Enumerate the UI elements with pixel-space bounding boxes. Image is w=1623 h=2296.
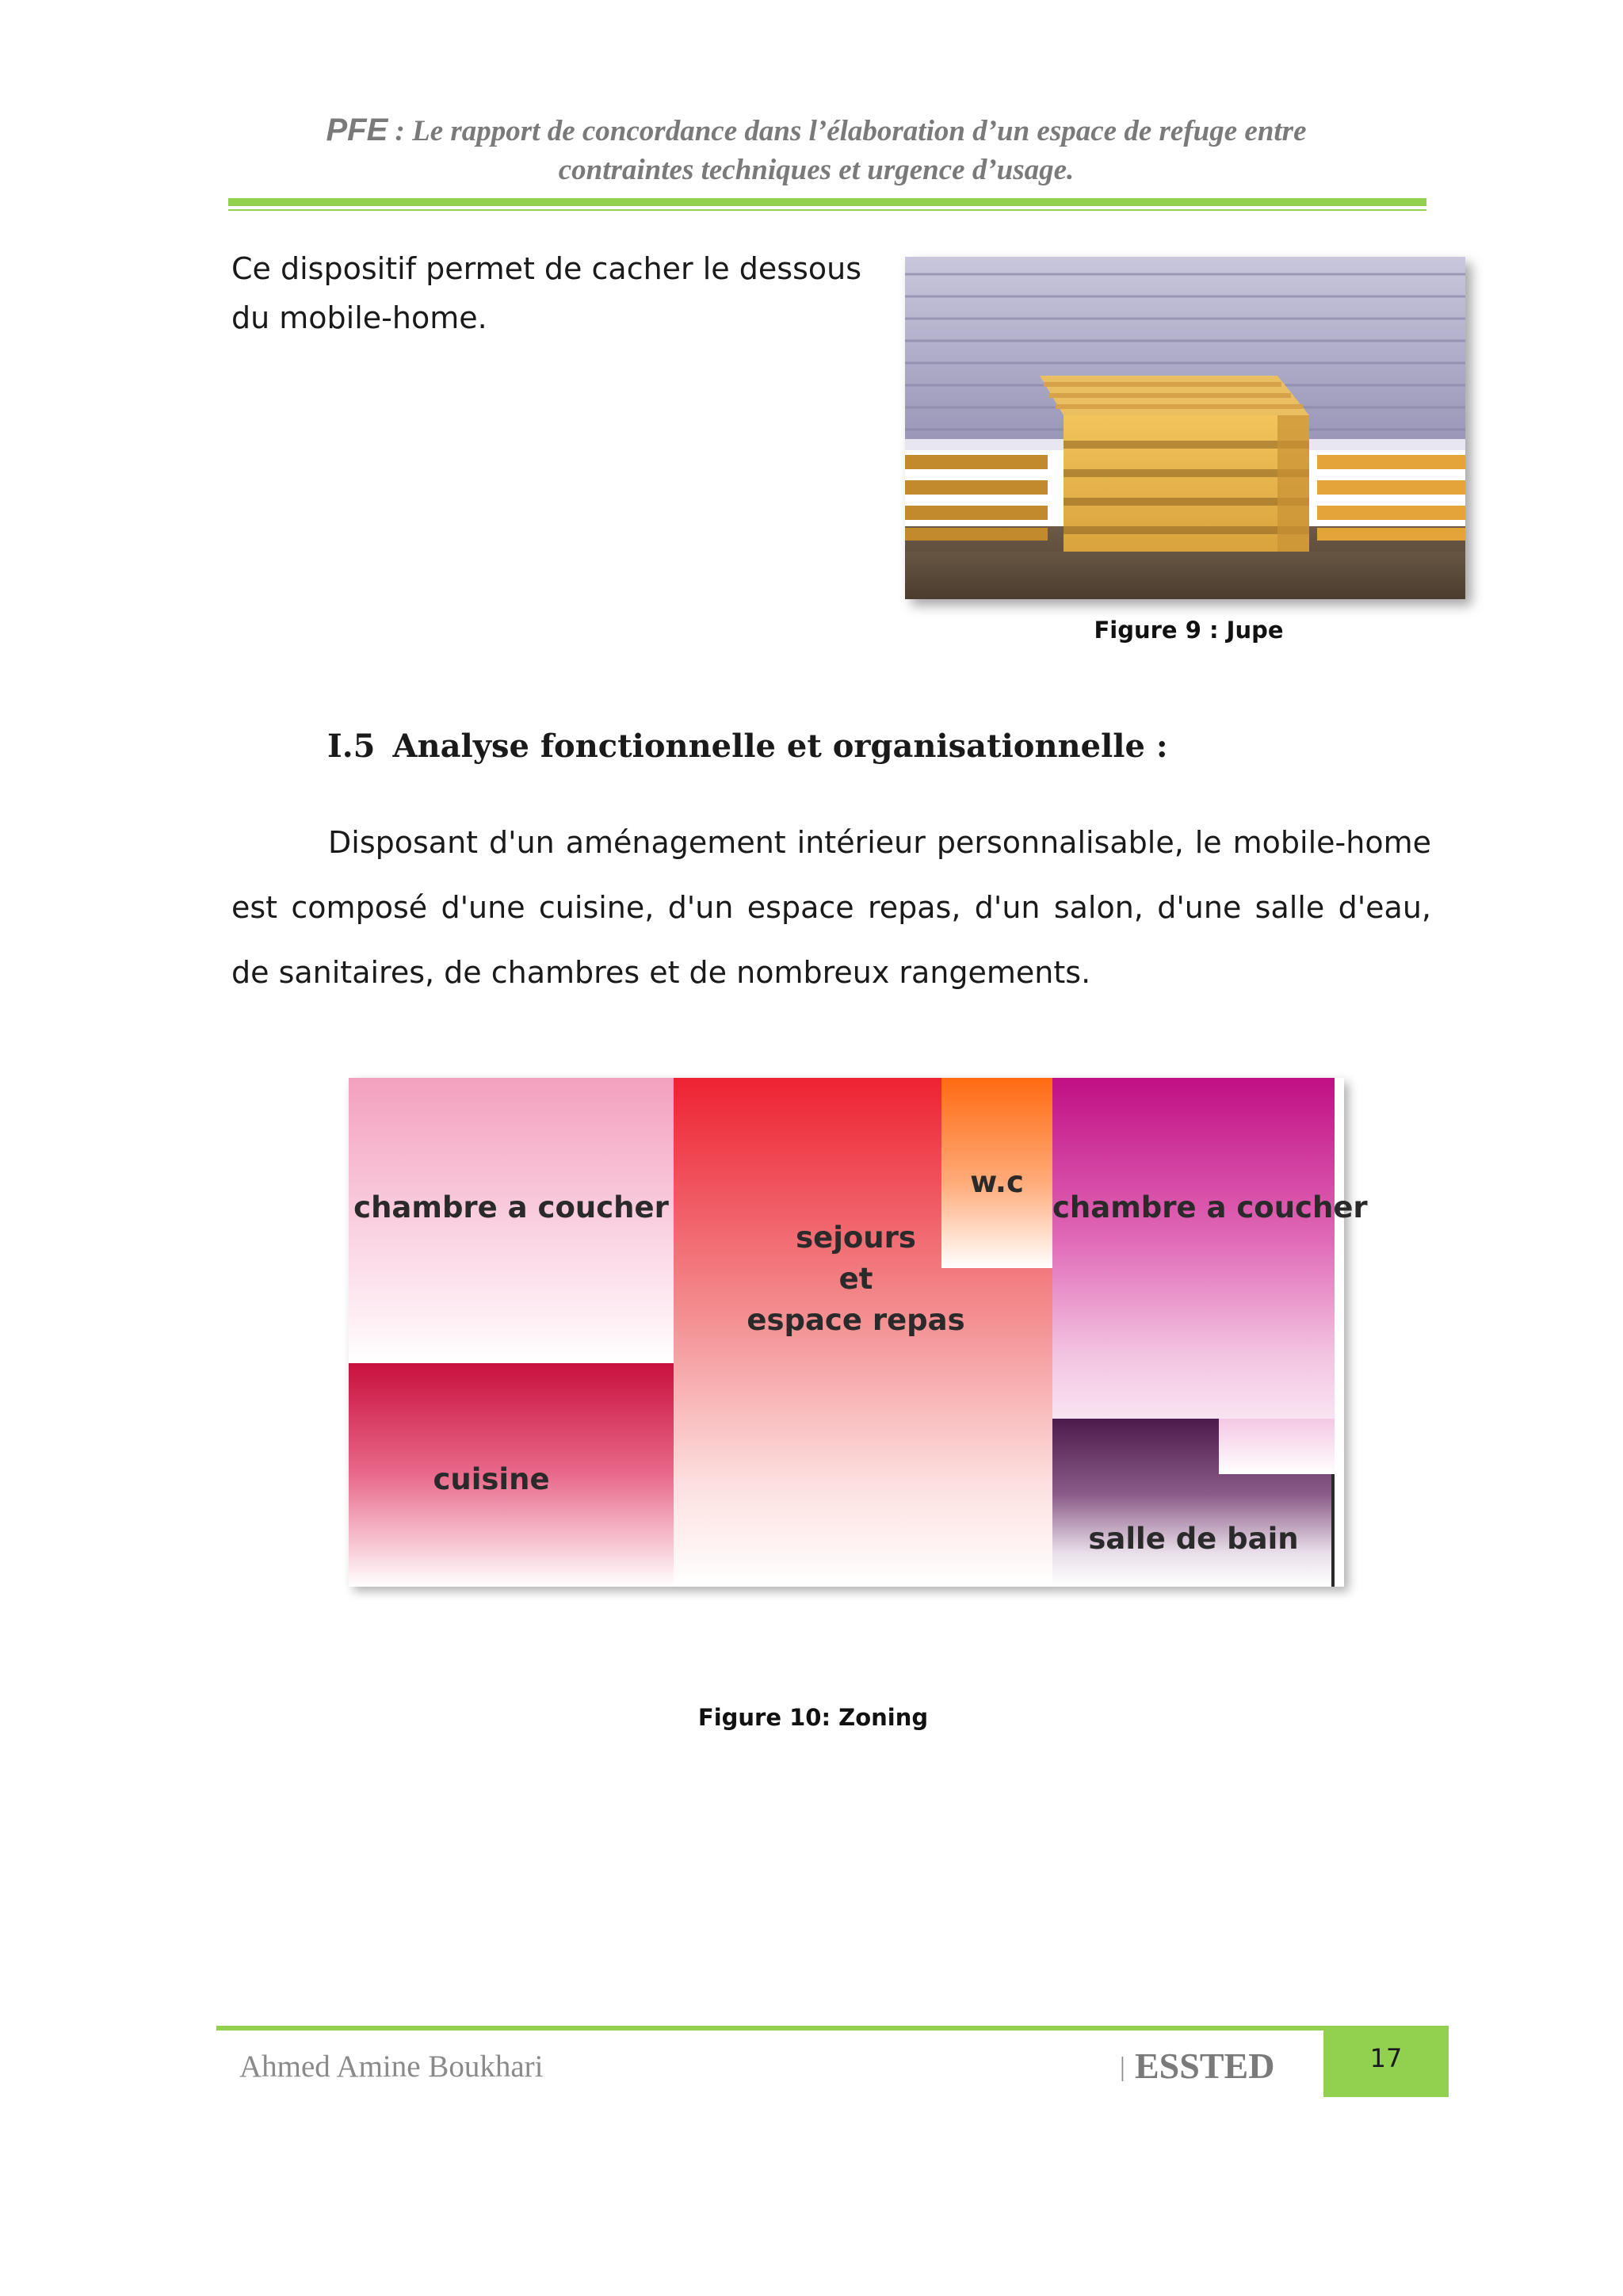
page-number: 17 [1369, 2043, 1403, 2073]
zone-wc [941, 1078, 1052, 1268]
zone-label-sejour-2: et [838, 1262, 873, 1296]
header-rule [228, 198, 1426, 206]
zone-edge-line [1331, 1474, 1335, 1587]
intro-paragraph: Ce dispositif permet de cacher le dessous du mobile-home. [231, 251, 861, 335]
zone-notch [1219, 1419, 1335, 1474]
header-title-part-1: : Le rapport de concordance dans l’élaboration d’un espace de refuge entre [388, 115, 1307, 147]
section-title: Analyse fonctionnelle et organisationnelle : [392, 728, 1168, 765]
zone-label-salle-de-bain: salle de bain [1088, 1522, 1299, 1556]
section-number: I.5 [327, 728, 376, 765]
header-prefix: PFE [326, 113, 388, 147]
zone-label-chambre-right: chambre a coucher [1052, 1190, 1368, 1224]
running-header [222, 111, 1411, 189]
zone-cuisine [349, 1363, 674, 1587]
footer-separator: | [1120, 2053, 1125, 2082]
zone-label-cuisine: cuisine [433, 1462, 550, 1496]
zone-label-wc: w.c [970, 1165, 1024, 1199]
header-rule-thin [228, 209, 1426, 211]
zone-label-sejour-3: espace repas [747, 1303, 965, 1337]
zone-chambre-left [349, 1078, 674, 1363]
zone-label-sejour-1: sejours [796, 1221, 916, 1255]
body-paragraph-text: Disposant d'un aménagement intérieur personnalisable, le mobile-home est composé d'une cuisine, d'un espace repas, d'un salon, d'une salle d'eau, de sanitaires, de chambres et de nombreux rangements. [231, 825, 1431, 990]
figure-10-zoning [349, 1078, 1368, 1587]
footer-author: Ahmed Amine Boukhari [239, 2050, 544, 2084]
figure-9-caption: Figure 9 : Jupe [1094, 617, 1284, 644]
figure-9-image [905, 257, 1465, 599]
header-line-2: contraintes techniques et urgence d’usage. [558, 154, 1075, 186]
figure-10-caption: Figure 10: Zoning [697, 1704, 929, 1731]
body-paragraph [231, 810, 1431, 1005]
zone-chambre-right [1052, 1078, 1368, 1474]
footer-rule [216, 2026, 1449, 2030]
footer-institution: ESSTED [1135, 2046, 1275, 2086]
header-line-1 [222, 111, 1411, 151]
zone-label-chambre-left: chambre a coucher [353, 1190, 669, 1224]
section-heading [327, 723, 1437, 770]
